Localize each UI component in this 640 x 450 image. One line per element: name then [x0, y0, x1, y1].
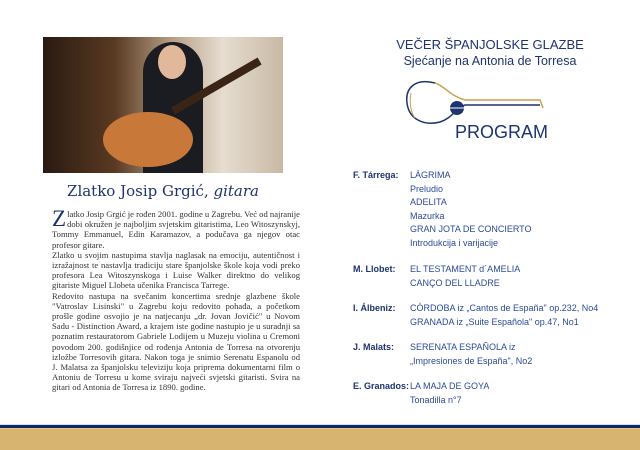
concert-title: VEČER ŠPANJOLSKE GLAZBE	[396, 37, 584, 52]
concert-subtitle: Sjećanje na Antonia de Torresa	[403, 54, 577, 68]
footer-gold-band	[0, 428, 640, 450]
biography: Zlatko Josip Grgić je rođen 2001. godine u Zagrebu. Već od najranije dobi okružen je najboljim svjetskim gitaristima, Leo Witoszynskyj, Tommy Emmanuel, Edin Karamazov, a podučava ga njegov otac profesor gitare. Zlatko u svojim nastupima stavlja naglasak na emociju, autentičnost i izražajnost te nastavlja tradiciju stare španjolske škole koja vodi preko profesora Lea Witoszynskoga i Luise Walker direktno do velikog gitariste Miguel Llobeta učenika Francisca Tarrege. Redovito nastupa na svečanim koncertima srednje glazbene škole "Vatroslav Lisinski" u Zagrebu koju redovito pohađa, a početkom prošle godine osvojio je na natjecanju „dr. Jovan Jovičić" u Novom Sadu - Distinction Award, a krajem iste godine nastupio je u suradnji sa poznatim restauratorom Gabriele Lodijem u Muzeju violina u Cremoni povodom 200. godišnjice od rođenja Antonia de Torresa na otvorenju izložbe Torresovih gitara. Nakon toga je snimio Serenatu Espanolu od J. Malatsa za španjolsku televiziju koja priprema dokumentarni film o Antoniu de Torresu u kome sviraju najveći svjetski gitaristi. Svira na gitari od Antonia de Torresa iz 1890. godine.	[52, 206, 300, 393]
drop-cap: Z	[52, 206, 67, 231]
instrument: gitara	[213, 182, 259, 200]
program-heading: PROGRAM	[455, 122, 549, 142]
guitar-logo-icon	[405, 78, 545, 128]
performer-name: Zlatko Josip Grgić, gitara	[67, 182, 259, 200]
guitarist-photo	[43, 37, 283, 173]
